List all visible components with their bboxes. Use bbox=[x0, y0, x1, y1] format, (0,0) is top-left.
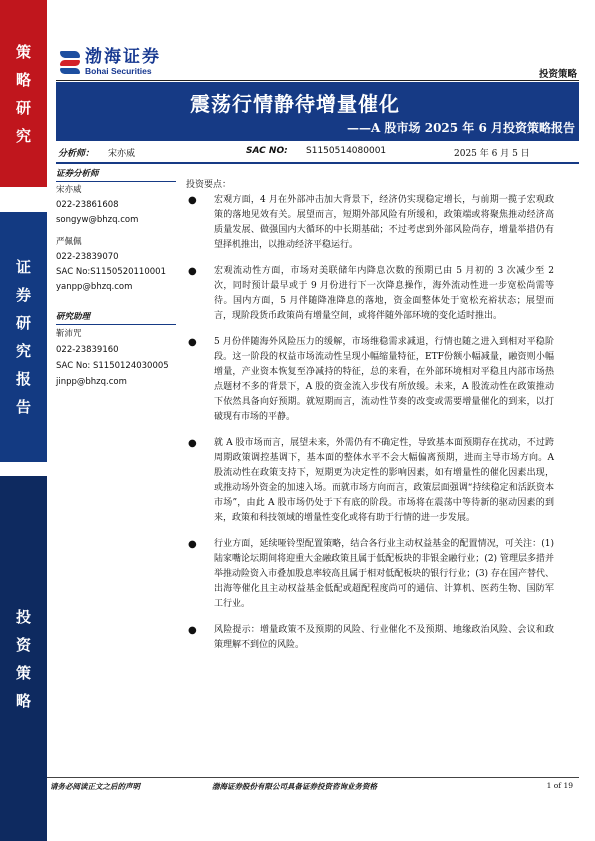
sidebar-char: 投 bbox=[15, 607, 31, 626]
point-risk bbox=[186, 623, 554, 653]
bullet-icon: ● bbox=[188, 266, 197, 277]
analyst2-email[interactable]: yanpp@bhzq.com bbox=[56, 282, 133, 292]
sidebar-char: 究 bbox=[15, 126, 31, 145]
brand-name-en: Bohai Securities bbox=[85, 66, 152, 76]
assistant-heading: 研究助理 bbox=[56, 310, 176, 325]
analyst2-sac: SAC No:S1150520110001 bbox=[56, 267, 166, 277]
page-number: 1 of 19 bbox=[546, 781, 573, 790]
sac-value: S1150514080001 bbox=[306, 146, 387, 156]
points-title: 投资要点： bbox=[186, 180, 232, 190]
header-divider bbox=[56, 80, 579, 81]
assistant-phone: 022-23839160 bbox=[56, 345, 119, 355]
point-text: 5 月份伴随海外风险压力的缓解，市场维稳需求减退，行情也随之进入到相对平稳阶段。这一阶段的权益市场流动性呈现小幅缩量特征，ETF份额小幅减量，融资则小幅增量，产业资本恢复至净减持的特征，总的来看，在外部环境相对平稳且内部市场热点题材不多的背景下，A 股的资金流入步伐有所放缓。未来，A 股流动性在政策推动下依然具备向好预期。就短期而言，流动性节奏的改变或需要增量催化的到来，以打破现有市场的平静。 bbox=[214, 337, 554, 422]
document-type: 投资策略 bbox=[538, 69, 577, 80]
point-market-flow bbox=[186, 335, 554, 425]
bullet-icon: ● bbox=[188, 539, 197, 550]
meta-row bbox=[56, 143, 579, 162]
report-date: 2025 年 6 月 5 日 bbox=[454, 149, 530, 159]
point-text: 宏观流动性方面，市场对美联储年内降息次数的预期已由 5 月初的 3 次减少至 2 次，同时预计最早或于 9 月份进行下一次降息操作，海外流动性进一步宽松尚需等待。国内方面，5 月伴随降准降息的落地，资金面整体处于宽松充裕状态；展望而言，现阶段货币政策尚有增量空间，或将伴随外部环境的变化适时推出。 bbox=[214, 266, 554, 321]
report-title: 震荡行情静待增量催化 bbox=[190, 92, 400, 116]
analyst2-phone: 022-23839070 bbox=[56, 252, 119, 262]
point-text: 风险提示：增量政策不及预期的风险、行业催化不及预期、地缘政治风险、会议和政策理解不到位的风险。 bbox=[214, 625, 554, 650]
report-subtitle: ——A 股市场 2025 年 6 月投资策略报告 bbox=[347, 121, 575, 135]
analyst1-phone: 022-23861608 bbox=[56, 200, 119, 210]
bullet-icon: ● bbox=[188, 625, 197, 636]
point-text: 宏观方面，4 月在外部冲击加大背景下，经济仍实现稳定增长，与前期一揽子宏观政策的落地见效有关。展望而言，短期外部风险有所缓和，政策端或将聚焦推动经济高质量发展、做强国内大循环的中长期基础；不过考虑到外部风险尚存，增量举措仍有望择机推出，以推动经济平稳运行。 bbox=[214, 195, 554, 250]
footer-disclaimer: 请务必阅读正文之后的声明 bbox=[50, 782, 140, 791]
meta-divider bbox=[56, 162, 579, 164]
sidebar-char: 略 bbox=[15, 70, 31, 89]
brand-logo bbox=[60, 48, 161, 76]
sidebar-char: 究 bbox=[15, 342, 31, 360]
analyst2-name: 严佩佩 bbox=[56, 237, 82, 247]
sidebar-char: 研 bbox=[15, 314, 31, 332]
logo-mark-icon bbox=[60, 49, 80, 75]
point-text: 行业方面，延续哑铃型配置策略，结合各行业主动权益基金的配置情况，可关注：(1) 陆家嘴论坛期间将迎重大金融政策且属于低配板块的非银金融行业；(2) 管理层多措并举推动险资入市叠加股息率较高且属于相对低配板块的银行行业；(3) 存在国产替代、出海等催化且主动权益基金低配或超配程度尚可的通信、计算机、医药生物、国防军工行业。 bbox=[214, 539, 554, 609]
footer-divider bbox=[47, 777, 579, 778]
sidebar-char: 资 bbox=[15, 635, 31, 654]
sidebar-char: 证 bbox=[15, 258, 31, 276]
analyst-label: 分析师： bbox=[58, 149, 95, 159]
point-text: 就 A 股市场而言，展望未来，外需仍有不确定性，导致基本面预期存在扰动，不过跨周期政策调控基调下，基本面的整体水平不会大幅偏离预期，进而主导市场方向。A 股流动性在政策支持下，短期更为决定性的影响因素，如有增量性的催化因素出现，或推动场外资金的加速入场。而就市场方向而言，政策层面强调“持续稳定和活跃资本市场”，由此 A 股市场仍处于下有底的阶段。市场将在震荡中等待新的驱动因素的到来，政策和科技领域的增量性变化或将有助于行情的进一步发展。 bbox=[214, 438, 554, 523]
sidebar-category-strategy-research bbox=[0, 0, 47, 187]
bullet-icon: ● bbox=[188, 195, 197, 206]
brand-name-cn: 渤海证券 bbox=[85, 47, 161, 67]
assistant-email[interactable]: jinpp@bhzq.com bbox=[56, 377, 127, 387]
point-liquidity bbox=[186, 264, 554, 324]
sidebar-char: 策 bbox=[15, 663, 31, 682]
sidebar-char: 略 bbox=[15, 691, 31, 710]
sac-label: SAC NO: bbox=[246, 146, 288, 156]
analysts-heading: 证券分析师 bbox=[56, 167, 176, 182]
analyst1-email[interactable]: songyw@bhzq.com bbox=[56, 215, 139, 225]
point-industry bbox=[186, 537, 554, 612]
sidebar-char: 策 bbox=[15, 42, 31, 61]
analyst-name: 宋亦威 bbox=[108, 149, 136, 159]
bullet-icon: ● bbox=[188, 438, 197, 449]
sidebar-char: 券 bbox=[15, 286, 31, 304]
sidebar-char: 告 bbox=[15, 398, 31, 416]
sidebar-category-investment-strategy bbox=[0, 476, 47, 841]
point-a-share-outlook bbox=[186, 436, 554, 526]
sidebar-category-securities-report bbox=[0, 212, 47, 462]
point-macro bbox=[186, 193, 554, 253]
sidebar-char: 报 bbox=[15, 370, 31, 388]
footer-company: 渤海证券股份有限公司具备证券投资咨询业务资格 bbox=[212, 782, 377, 791]
sidebar-char: 研 bbox=[15, 98, 31, 117]
assistant-sac: SAC No: S1150124030005 bbox=[56, 361, 169, 371]
investment-points bbox=[186, 177, 554, 664]
analyst1-name: 宋亦威 bbox=[56, 185, 82, 195]
bullet-icon: ● bbox=[188, 337, 197, 348]
assistant-name: 靳沛咒 bbox=[56, 329, 82, 339]
